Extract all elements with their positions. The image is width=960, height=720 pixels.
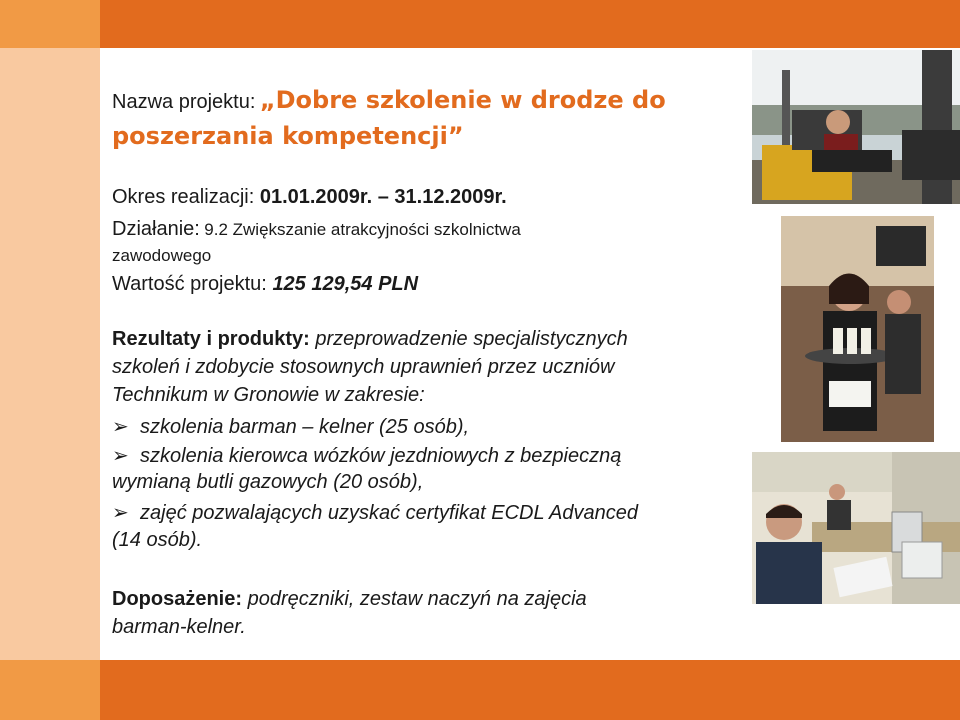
equipment-line1: podręczniki, zestaw naczyń na zajęcia	[247, 588, 587, 610]
action-value: 9.2 Zwiększanie atrakcyjności szkolnictwa	[204, 220, 521, 239]
left-decor-strip	[0, 48, 100, 660]
arrow-bullet-icon: ➢	[112, 445, 129, 467]
bottom-banner-tab	[0, 660, 100, 720]
forklift-driver-photo	[752, 50, 960, 204]
top-banner	[0, 0, 960, 48]
computer-class-photo	[752, 452, 960, 604]
period-value: 01.01.2009r. – 31.12.2009r.	[259, 186, 507, 208]
arrow-bullet-icon: ➢	[112, 502, 129, 524]
arrow-bullet-icon: ➢	[112, 416, 129, 438]
results-label: Rezultaty i produkty:	[112, 328, 310, 350]
project-name-label: Nazwa projektu:	[112, 91, 256, 113]
waitress-tray-photo	[781, 216, 934, 442]
equipment-line2: barman-kelner.	[112, 616, 246, 638]
action-row	[112, 218, 521, 241]
result-bullet-3: ➢ zajęć pozwalających uzyskać certyfikat ECDL Advanced	[112, 502, 639, 524]
results-line3: Technikum w Gronowie w zakresie:	[112, 384, 425, 406]
value-row	[112, 273, 418, 296]
results-line2: szkoleń i zdobycie stosownych uprawnień przez uczniów	[112, 356, 615, 378]
project-name-title: „Dobre szkolenie w drodze do	[259, 86, 666, 114]
period-row	[112, 186, 507, 209]
result-bullet-3-cont: (14 osób).	[112, 529, 203, 551]
result-bullet-2-cont: wymianą butli gazowych (20 osób),	[112, 471, 424, 493]
result-bullet-1: ➢ szkolenia barman – kelner (25 osób),	[112, 416, 470, 438]
result-bullet-2: ➢ szkolenia kierowca wózków jezdniowych z bezpieczną	[112, 445, 622, 467]
action-label: Działanie:	[112, 218, 200, 240]
project-name-line2: poszerzania kompetencji”	[112, 122, 464, 150]
equipment-label: Doposażenie:	[112, 588, 243, 610]
project-name-line1	[112, 86, 666, 114]
action-value-cont: zawodowego	[112, 246, 212, 265]
results-line1: przeprowadzenie specjalistycznych	[315, 328, 628, 350]
bottom-banner	[0, 660, 960, 720]
top-banner-tab	[0, 0, 100, 48]
results-row	[112, 328, 628, 351]
value-label: Wartość projektu:	[112, 273, 267, 295]
period-label: Okres realizacji:	[112, 186, 255, 208]
equipment-row	[112, 588, 587, 611]
value-amount: 125 129,54 PLN	[272, 273, 419, 295]
